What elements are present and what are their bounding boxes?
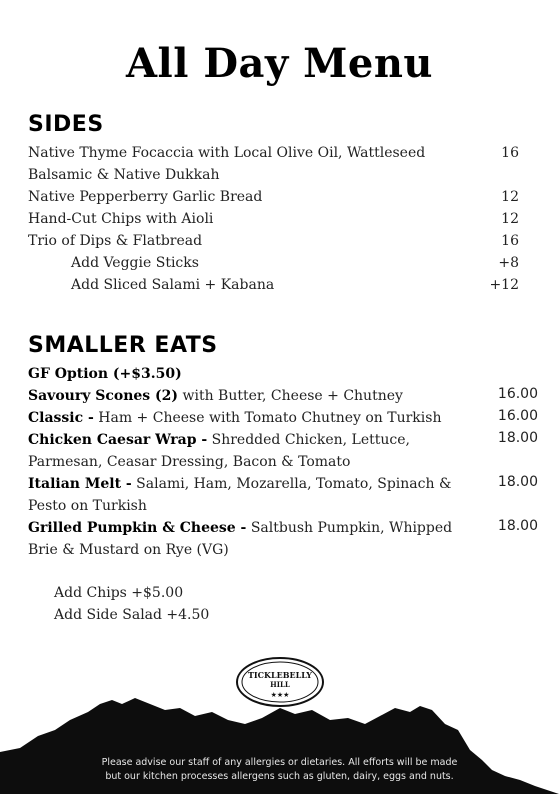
item-name: Classic - (28, 410, 94, 426)
logo-line2: HILL (270, 680, 290, 689)
menu-item-price: 18.00 (497, 430, 538, 446)
item-name: Grilled Pumpkin & Cheese - (28, 520, 247, 536)
menu-item-price: 16 (501, 145, 519, 161)
disclaimer-line2: but our kitchen processes allergens such as gluten, dairy, eggs and nuts. (105, 771, 454, 782)
logo-line1: TICKLEBELLY (247, 670, 313, 680)
disclaimer-line1: Please advise our staff of any allergies or dietaries. All efforts will be made (101, 757, 458, 768)
menu-item-caesar-wrap-cont: Parmesan, Ceasar Dressing, Bacon & Tomato (28, 454, 351, 470)
menu-item-garlic-bread: Native Pepperberry Garlic Bread (28, 189, 263, 205)
menu-item-classic (28, 407, 441, 429)
menu-item-chips: Hand-Cut Chips with Aioli (28, 211, 214, 227)
item-name: Italian Melt - (28, 476, 132, 492)
item-desc: Ham + Cheese with Tomato Chutney on Turkish (93, 410, 442, 426)
menu-item-italian-melt-cont: Pesto on Turkish (28, 498, 147, 514)
menu-item-pumpkin-cont: Brie & Mustard on Rye (VG) (28, 542, 229, 558)
smaller-eats-heading: SMALLER EATS (28, 333, 218, 358)
menu-item-price: +8 (498, 255, 519, 271)
item-desc: Salami, Ham, Mozarella, Tomato, Spinach & (131, 476, 452, 492)
addon-side-salad: Add Side Salad +4.50 (54, 607, 210, 623)
menu-item-price: 16.00 (497, 408, 538, 424)
menu-addon-veggie: Add Veggie Sticks (71, 255, 199, 271)
page-title: All Day Menu (125, 40, 433, 87)
menu-item-dips: Trio of Dips & Flatbread (28, 233, 203, 249)
logo-stars: ★★★ (270, 691, 290, 699)
menu-item-price: 18.00 (497, 518, 538, 534)
menu-addon-salami: Add Sliced Salami + Kabana (71, 277, 275, 293)
menu-item-price: 16 (501, 233, 519, 249)
menu-item-scones (28, 385, 403, 407)
menu-item-italian-melt (28, 473, 451, 495)
item-desc: Saltbush Pumpkin, Whipped (246, 520, 453, 536)
menu-item-price: 16.00 (497, 386, 538, 402)
menu-item-price: 12 (501, 189, 519, 205)
sides-heading: SIDES (28, 112, 104, 137)
menu-item-caesar-wrap (28, 429, 410, 451)
menu-item-price: 12 (501, 211, 519, 227)
item-name: Chicken Caesar Wrap - (28, 432, 208, 448)
ticklebelly-hill-logo (236, 657, 324, 707)
menu-item-focaccia: Native Thyme Focaccia with Local Olive Oil, Wattleseed (28, 145, 426, 161)
item-desc: with Butter, Cheese + Chutney (178, 388, 403, 404)
menu-item-focaccia-cont: Balsamic & Native Dukkah (28, 167, 220, 183)
menu-item-price: 18.00 (497, 474, 538, 490)
item-desc: Shredded Chicken, Lettuce, (207, 432, 410, 448)
menu-item-pumpkin (28, 517, 452, 539)
gf-option: GF Option (+$3.50) (28, 366, 182, 382)
item-name: Savoury Scones (2) (28, 388, 179, 404)
addon-chips: Add Chips +$5.00 (54, 585, 184, 601)
allergy-disclaimer (0, 756, 559, 784)
menu-item-price: +12 (489, 277, 519, 293)
